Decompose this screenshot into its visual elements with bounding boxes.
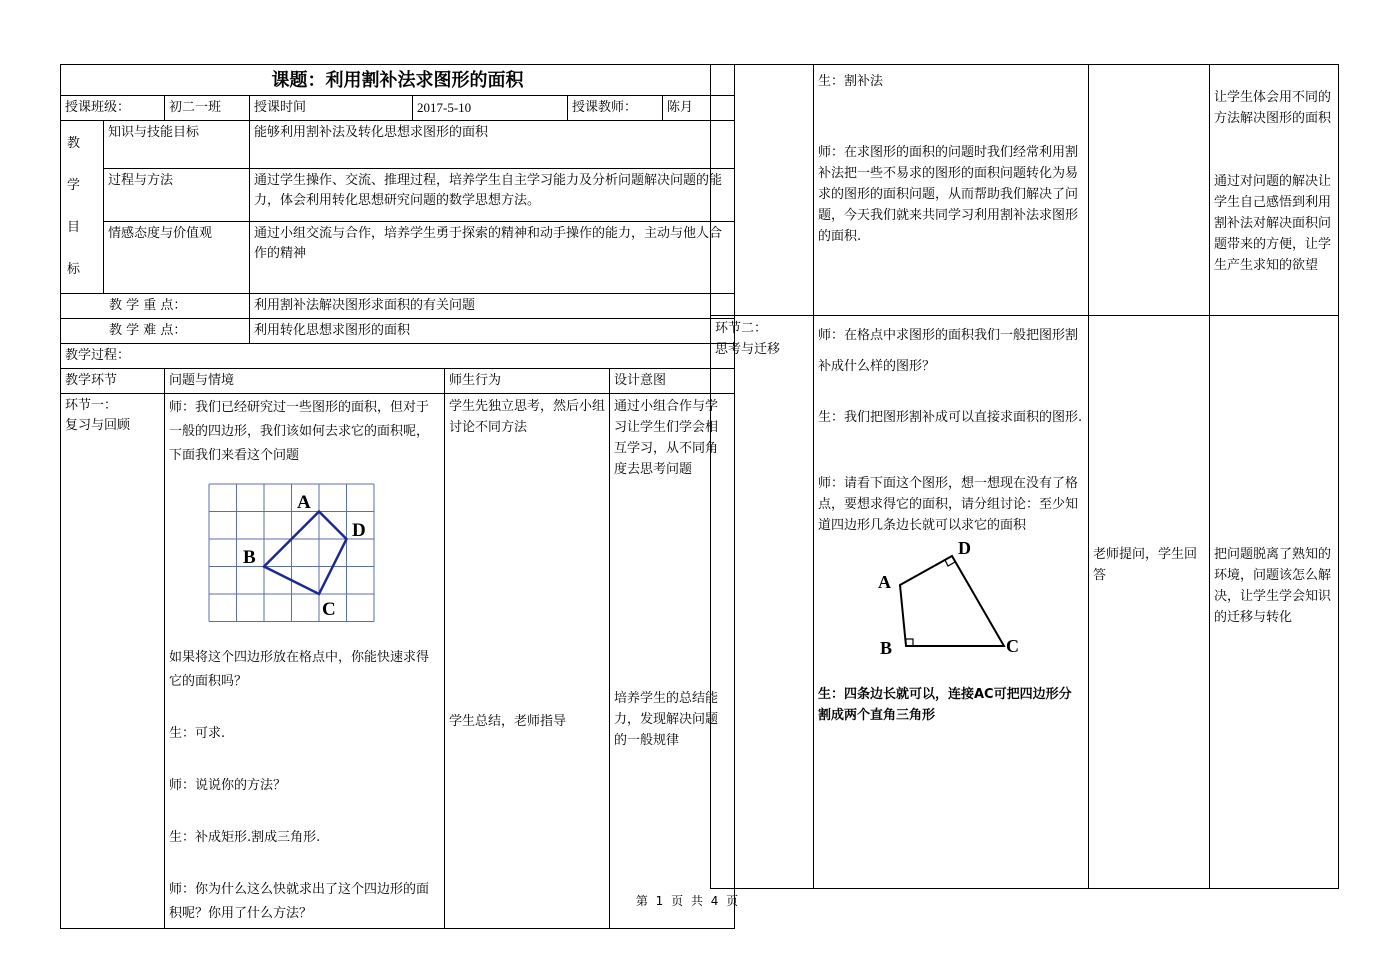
stage-cell-empty [711, 65, 814, 316]
header-stage: 教学环节 [61, 369, 165, 394]
intent-cell [1210, 65, 1339, 316]
label-b: B [243, 547, 256, 568]
label-a: A [878, 572, 891, 592]
difficulty-label: 教 学 难 点： [61, 319, 250, 344]
class-value: 初二一班 [165, 96, 250, 121]
question-text: 生：可求. [169, 726, 226, 741]
time-label: 授课时间 [250, 96, 413, 121]
question-cell [165, 394, 445, 929]
objective-text: 通过学生操作、交流、推理过程，培养学生自主学习能力及分析问题解决问题的能力，体会利用转化思想研究问题的数学思想方法。 [250, 169, 735, 222]
time-value: 2017-5-10 [413, 96, 568, 121]
side-char: 目 [67, 220, 81, 235]
intent-text: 通过小组合作与学习让学生们学会相互学习，从不同角度去思考问题 [614, 399, 719, 477]
question-text: 如果将这个四边形放在格点中，你能快速求得它的面积吗？ [169, 650, 430, 689]
objective-text: 能够利用割补法及转化思想求图形的面积 [250, 121, 735, 169]
question-text: 师：请看下面这个图形，想一想现在没有了格点，要想求得它的面积，请分组讨论：至少知道四边形几条边长就可以求它的面积 [818, 476, 1079, 533]
question-text: 师：说说你的方法？ [169, 778, 287, 793]
class-label: 授课班级： [61, 96, 165, 121]
question-text: 生：四条边长就可以，连接AC可把四边形分割成两个直角三角形 [818, 687, 1072, 723]
objective-text: 通过小组交流与合作，培养学生勇于探索的精神和动手操作的能力，主动与他人合作的精神 [250, 222, 735, 294]
label-b: B [880, 638, 893, 658]
side-char: 标 [67, 262, 81, 277]
header-question: 问题与情境 [165, 369, 445, 394]
question-text: 生：割补法 [818, 74, 884, 89]
question-text: 生：补成矩形.割成三角形. [169, 830, 321, 845]
quadrilateral-figure [866, 534, 1066, 664]
quadrilateral-abcd [264, 512, 347, 595]
action-text: 学生总结，老师指导 [449, 714, 567, 729]
label-d: D [352, 520, 366, 541]
label-d: D [958, 538, 971, 558]
stage-cell [61, 394, 165, 929]
key-point-label: 教 学 重 点： [61, 294, 250, 319]
question-text: 师：在格点中求图形的面积我们一般把图形割补成什么样的图形？ [818, 328, 1079, 374]
label-c: C [1006, 636, 1019, 656]
intent-text: 通过对问题的解决让学生自己感悟到利用割补法对解决面积问题带来的方便，让学生产生求知的欲望 [1214, 174, 1332, 273]
question-cell [814, 316, 1089, 889]
key-point: 利用割补法解决图形求面积的有关问题 [250, 294, 735, 319]
stage-cell [711, 316, 814, 889]
side-char: 学 [67, 178, 81, 193]
intent-text: 把问题脱离了熟知的环境，问题该怎么解决，让学生学会知识的迁移与转化 [1214, 547, 1332, 625]
question-text: 生：我们把图形割补成可以直接求面积的图形. [818, 410, 1083, 425]
action-text: 老师提问，学生回答 [1093, 547, 1198, 583]
action-text: 学生先独立思考，然后小组讨论不同方法 [449, 399, 606, 435]
action-cell [1089, 316, 1210, 889]
question-text: 师：我们已经研究过一些图形的面积，但对于一般的四边形，我们该如何去求它的面积呢，下面我们来看这个问题 [169, 400, 430, 463]
teacher-label: 授课教师： [568, 96, 663, 121]
objective-label: 知识与技能目标 [104, 121, 250, 169]
stage-name: 思考与迁移 [715, 342, 781, 357]
quadrilateral-abcd [900, 556, 1004, 646]
intent-text: 让学生体会用不同的方法解决图形的面积 [1214, 90, 1332, 126]
objective-label: 过程与方法 [104, 169, 250, 222]
question-text: 师：在求图形的面积的问题时我们经常利用割补法把一些不易求的图形的面积问题转化为易求的图形的面积问题，从而帮助我们解决了问题，今天我们就来共同学习利用割补法求图形的面积. [818, 145, 1079, 244]
header-action: 师生行为 [445, 369, 610, 394]
intent-cell [1210, 316, 1339, 889]
page-footer: 第 1 页 共 4 页 [635, 894, 741, 908]
stage-title: 环节二： [715, 321, 768, 336]
stage-title: 环节一： [65, 398, 118, 413]
grid-lines [209, 484, 374, 622]
stage-name: 复习与回顾 [65, 418, 131, 433]
teacher-value: 陈月 [663, 96, 735, 121]
grid-quadrilateral-figure [169, 470, 429, 632]
difficulty: 利用转化思想求图形的面积 [250, 319, 735, 344]
question-cell [814, 65, 1089, 316]
question-text: 师：你为什么这么快就求出了这个四边形的面积呢？你用了什么方法？ [169, 882, 430, 921]
label-c: C [322, 599, 336, 620]
lesson-plan-table-left [60, 64, 735, 929]
intent-text: 培养学生的总结能力，发现解决问题的一般规律 [614, 691, 719, 748]
action-cell-empty [1089, 65, 1210, 316]
side-char: 教 [67, 136, 81, 151]
header-intent: 设计意图 [610, 369, 735, 394]
right-angle-d [945, 560, 955, 566]
action-cell [445, 394, 610, 929]
objectives-side-label [61, 121, 104, 294]
lesson-plan-table-right [710, 64, 1339, 889]
label-a: A [297, 492, 311, 513]
right-angle-b [906, 639, 913, 646]
objective-label: 情感态度与价值观 [104, 222, 250, 294]
page-title: 课题：利用割补法求图形的面积 [61, 65, 735, 96]
process-label: 教学过程： [61, 344, 735, 369]
